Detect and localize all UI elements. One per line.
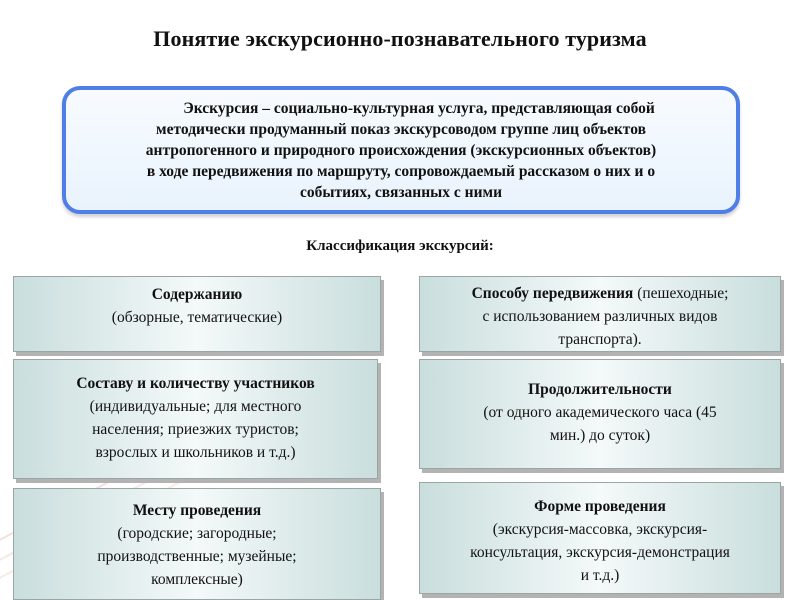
card-detail: консультация, экскурсия-демонстрация [470, 544, 730, 561]
card-detail: (от одного академического часа (45 [483, 404, 717, 421]
card-heading: Продолжительности [528, 381, 672, 398]
card-detail: (индивидуальные; для местного [89, 398, 302, 415]
classification-title: Классификация экскурсий: [306, 238, 494, 254]
card-detail: комплексные) [151, 571, 243, 588]
card-heading: Способу передвижения [471, 285, 634, 302]
card-detail: транспорта). [558, 331, 642, 348]
card-heading: Форме проведения [534, 498, 666, 515]
classification-card-content [13, 276, 381, 352]
definition-line: Экскурсия – социально-культурная услуга, представляющая собой [183, 100, 655, 117]
card-detail: мин.) до суток) [549, 427, 651, 444]
definition-line: в ходе передвижения по маршруту, сопровождаемый рассказом о них и о [146, 163, 656, 180]
classification-card-location [13, 488, 381, 600]
slide-title: Понятие экскурсионно-познавательного туризма [153, 26, 647, 51]
card-detail: с использованием различных видов [482, 308, 718, 325]
card-heading: Содержанию [151, 286, 243, 303]
card-heading: Составу и количеству участников [76, 375, 315, 392]
card-detail: населения; приезжих туристов; [92, 421, 299, 438]
card-detail: (экскурсия-массовка, экскурсия- [492, 521, 708, 538]
card-detail: (обзорные, тематические) [111, 309, 283, 326]
card-detail: взрослых и школьников и т.д.) [95, 444, 296, 461]
classification-card-participants [13, 359, 378, 479]
definition-line: событиях, связанных с ними [299, 184, 502, 201]
classification-card-form [419, 482, 781, 594]
card-heading: Месту проведения [132, 502, 262, 519]
definition-box [62, 86, 740, 214]
definition-line: антропогенного и природного происхождения (экскурсионных объектов) [145, 142, 657, 159]
definition-line: методически продуманный показ экскурсоводом группе лиц объектов [156, 121, 646, 138]
classification-card-duration [419, 359, 781, 469]
card-detail: и т.д.) [580, 567, 620, 584]
card-detail: (городские; загородные; [117, 525, 277, 542]
card-detail: производственные; музейные; [97, 548, 297, 565]
card-heading-tail: (пешеходные; [633, 285, 729, 302]
classification-card-movement [419, 276, 781, 352]
